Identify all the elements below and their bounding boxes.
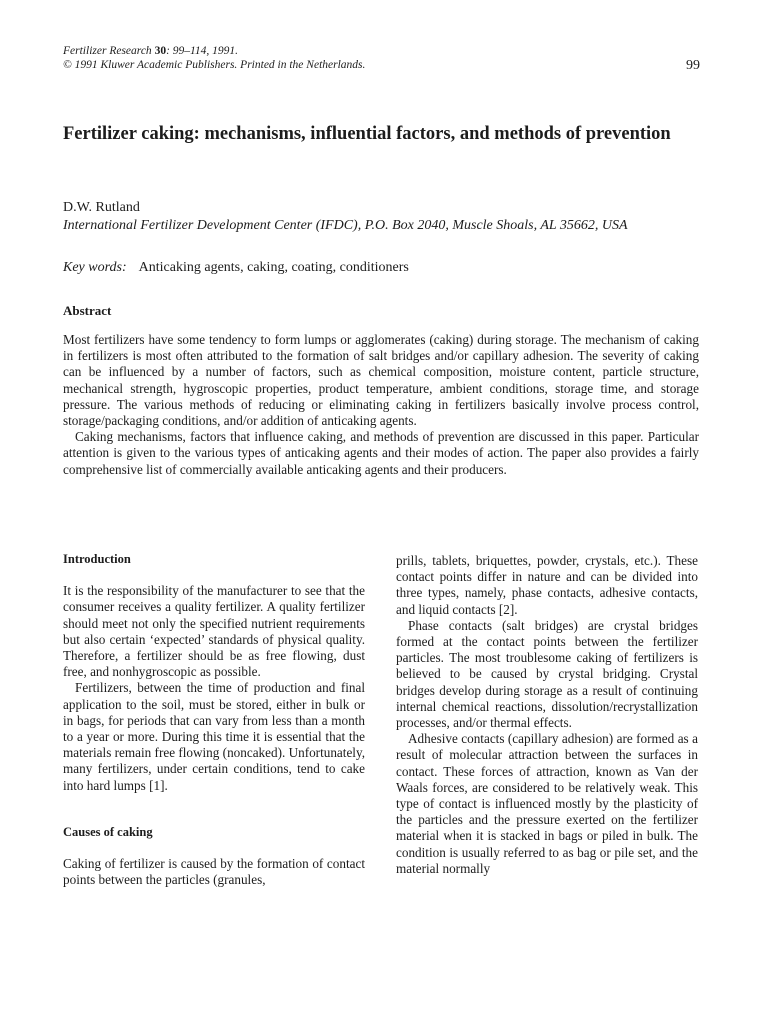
keywords-label: Key words: (63, 260, 127, 275)
copyright-line: © 1991 Kluwer Academic Publishers. Printed in the Netherlands. (63, 59, 366, 71)
keywords-list: Anticaking agents, caking, coating, conditioners (138, 260, 409, 275)
body-paragraph: Adhesive contacts (capillary adhesion) are formed as a result of molecular attraction between the surfaces in contact. These forces of attraction, known as Van der Waals forces, are considered to be relatively weak. This type of contact is influenced mostly by the plasticity of the particles and the pressure exerted on the fertilizer material when it is stacked in bags or piled in bulk. The condition is usually referred to as bag or pile set, and the material normally (396, 731, 698, 876)
body-paragraph: Phase contacts (salt bridges) are crystal bridges formed at the contact points between the fertilizer particles. The most troublesome caking of fertilizers is believed to be caused by crystal bridging. Crystal bridges develop during storage as a result of continuing internal chemical reactions, dissolution/recrystallization processes, and/or thermal effects. (396, 617, 698, 731)
left-column (63, 551, 365, 888)
abstract-paragraph: Caking mechanisms, factors that influence caking, and methods of prevention are discussed in this paper. Particular attention is given to the various types of anticaking agents and their modes of action. The paper also provides a fairly comprehensive list of commercially available anticaking agents and their producers. (63, 429, 699, 477)
keywords (63, 259, 409, 277)
journal-header (63, 44, 703, 72)
body-paragraph: Fertilizers, between the time of production and final application to the soil, must be stored, either in bulk or in bags, for periods that can vary from less than a month to a year or more. During this time it is essential that the materials remain free flowing (noncaked). Unfortunately, many fertilizers, under certain conditions, tend to cake into hard lumps [1]. (63, 680, 365, 793)
journal-volume: 30 (154, 45, 167, 57)
page-number: 99 (686, 58, 700, 73)
body-paragraph: prills, tablets, briquettes, powder, crystals, etc.). These contact points differ in nature and can be divided into three types, namely, phase contacts, adhesive contacts, and liquid contacts [2]. (396, 553, 698, 617)
right-column (396, 553, 698, 877)
body-paragraph: It is the responsibility of the manufacturer to see that the consumer receives a quality fertilizer. A quality fertilizer should meet not only the specified nutrient requirements but also certain ‘expected’ standards of physical quality. Therefore, a fertilizer should be as free flowing, dust free, and nonhygroscopic as possible. (63, 583, 365, 680)
abstract-heading: Abstract (63, 303, 112, 318)
journal-name: Fertilizer Research (63, 45, 155, 57)
author-name: D.W. Rutland (63, 200, 140, 215)
journal-pages-year: : 99–114, 1991. (166, 45, 239, 57)
journal-citation (63, 44, 703, 58)
abstract-paragraph: Most fertilizers have some tendency to form lumps or agglomerates (caking) during storage. The mechanism of caking in fertilizers is most often attributed to the formation of salt bridges and/or capillary adhesion. The severity of caking can be influenced by a number of factors, such as chemical composition, moisture content, particle structure, mechanical strength, hygroscopic properties, product temperature, ambient conditions, storage time, and storage pressure. The various methods of reducing or eliminating caking in fertilizers basically involve process control, storage/packaging conditions, and/or addition of anticaking agents. (63, 332, 699, 429)
causes-heading: Causes of caking (63, 824, 153, 839)
introduction-heading: Introduction (63, 552, 131, 566)
author-affiliation: International Fertilizer Development Center (IFDC), P.O. Box 2040, Muscle Shoals, AL 35662, USA (63, 218, 628, 233)
body-paragraph: Caking of fertilizer is caused by the formation of contact points between the particles (granules, (63, 856, 365, 888)
abstract-body (63, 332, 699, 478)
paper-title: Fertilizer caking: mechanisms, influential factors, and methods of prevention (63, 124, 671, 144)
